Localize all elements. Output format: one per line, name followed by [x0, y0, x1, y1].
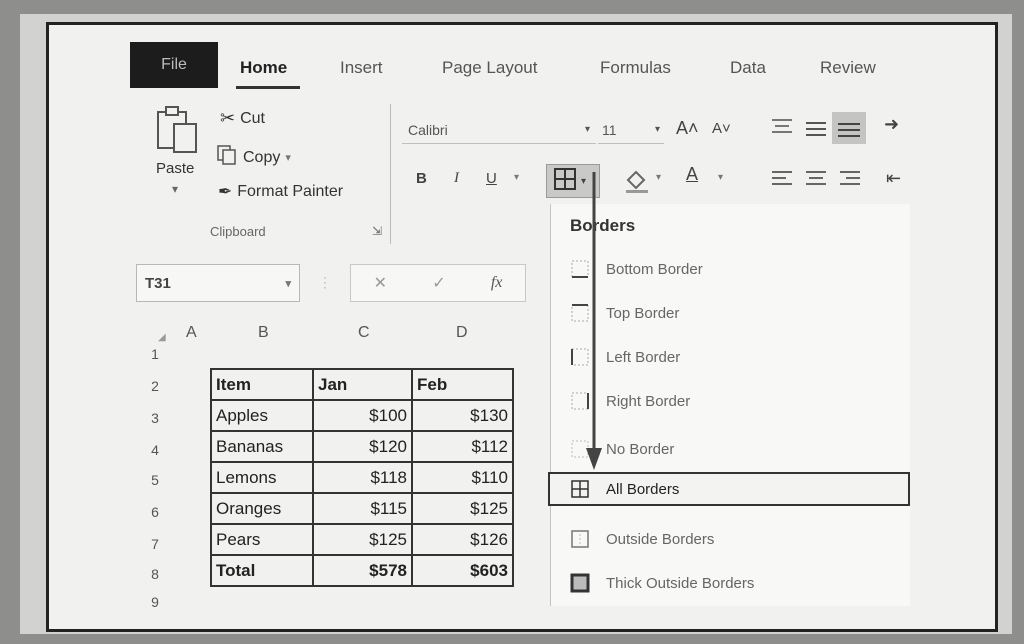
row-header-6[interactable]: 6 [151, 504, 159, 520]
chevron-down-icon: ▾ [584, 124, 590, 135]
cancel-icon[interactable]: ✕ [373, 275, 387, 292]
menu-item-left-border[interactable] [566, 340, 906, 374]
column-header-a[interactable]: A [186, 324, 197, 341]
clipboard-dialog-launcher-icon[interactable]: ⇲ [372, 224, 383, 238]
table-row [211, 431, 513, 462]
select-all-corner[interactable]: ◢ [158, 332, 166, 343]
tab-review[interactable]: Review [820, 58, 876, 77]
menu-item-bottom-border[interactable] [566, 252, 906, 286]
borders-menu-title: Borders [570, 216, 636, 235]
table-row [211, 493, 513, 524]
cut-label: Cut [240, 109, 265, 127]
column-header-d[interactable]: D [456, 324, 468, 341]
font-name-dropdown[interactable] [402, 116, 596, 144]
decrease-indent-icon[interactable]: ⇤ [886, 168, 902, 188]
formula-buttons [350, 264, 526, 302]
column-header-c[interactable]: C [358, 324, 370, 341]
table-row [211, 524, 513, 555]
tab-page-layout[interactable]: Page Layout [442, 58, 538, 77]
table-row [211, 369, 513, 400]
row-header-2[interactable]: 2 [151, 378, 159, 394]
all-borders-icon [570, 479, 590, 499]
row-header-1[interactable]: 1 [151, 346, 159, 362]
menu-item-label: All Borders [606, 480, 680, 498]
menu-item-label: No Border [606, 440, 675, 458]
cell-b8[interactable]: Total [211, 555, 313, 586]
font-name-value: Calibri [408, 121, 448, 138]
menu-item-label: Thick Outside Borders [606, 574, 755, 592]
font-size-dropdown[interactable] [598, 116, 664, 144]
row-header-4[interactable]: 4 [151, 442, 159, 458]
format-painter-label: Format Painter [237, 183, 344, 200]
tab-file[interactable]: File [130, 42, 218, 88]
cell-b5[interactable]: Lemons [211, 462, 313, 493]
data-table [210, 368, 514, 587]
outside-borders-icon [570, 529, 590, 549]
align-right-icon[interactable] [838, 168, 862, 195]
enter-icon[interactable]: ✓ [432, 275, 446, 292]
fill-color-dropdown-icon[interactable]: ▾ [656, 172, 662, 183]
italic-button[interactable]: I [454, 170, 459, 186]
cell-c7[interactable]: $125 [313, 524, 412, 555]
font-color-dropdown-icon[interactable]: ▾ [718, 172, 724, 183]
annotation-arrow [584, 172, 604, 474]
cell-d2[interactable]: Feb [412, 369, 513, 400]
format-painter-button[interactable] [218, 182, 343, 202]
table-row [211, 555, 513, 586]
column-header-b[interactable]: B [258, 324, 269, 341]
copy-dropdown-icon: ▾ [285, 152, 291, 164]
table-row [211, 400, 513, 431]
thick-outside-borders-icon [570, 573, 590, 593]
insert-function-icon[interactable]: fx [490, 274, 503, 291]
copy-label: Copy [243, 148, 281, 166]
cell-c4[interactable]: $120 [313, 431, 412, 462]
name-box-value: T31 [145, 274, 171, 292]
paste-dropdown-icon[interactable]: ▾ [172, 182, 179, 196]
copy-button[interactable] [216, 144, 291, 171]
menu-item-no-border[interactable] [566, 432, 906, 466]
fill-color-icon[interactable] [624, 168, 650, 199]
row-header-9[interactable]: 9 [151, 594, 159, 610]
menu-item-right-border[interactable] [566, 384, 906, 418]
align-left-icon[interactable] [770, 168, 794, 195]
cell-d6[interactable]: $125 [412, 493, 513, 524]
decrease-font-size-icon[interactable]: A˅ [712, 120, 731, 137]
scissors-icon: ✂ [220, 108, 236, 128]
cell-b7[interactable]: Pears [211, 524, 313, 555]
cell-c6[interactable]: $115 [313, 493, 412, 524]
chevron-down-icon: ▾ [654, 124, 660, 135]
menu-item-top-border[interactable] [566, 296, 906, 330]
align-top-icon[interactable] [770, 116, 794, 143]
cell-c8[interactable]: $578 [313, 555, 412, 586]
active-tab-underline [236, 86, 300, 89]
all-borders-icon [553, 167, 577, 196]
paste-icon[interactable] [156, 104, 200, 154]
tab-home[interactable]: Home [240, 58, 288, 77]
font-color-icon[interactable]: A [686, 164, 699, 184]
cell-d5[interactable]: $110 [412, 462, 513, 493]
menu-item-label: Left Border [606, 348, 681, 366]
paintbrush-icon: ✒ [218, 182, 233, 201]
cell-d8[interactable]: $603 [412, 555, 513, 586]
cell-b6[interactable]: Oranges [211, 493, 313, 524]
cell-c5[interactable]: $118 [313, 462, 412, 493]
chevron-down-icon: ▾ [285, 277, 291, 290]
cut-button[interactable] [220, 108, 265, 129]
cell-d7[interactable]: $126 [412, 524, 513, 555]
cell-d3[interactable]: $130 [412, 400, 513, 431]
cell-b2[interactable]: Item [211, 369, 313, 400]
cell-c2[interactable]: Jan [313, 369, 412, 400]
paste-button-label[interactable]: Paste [156, 160, 195, 177]
menu-item-label: Bottom Border [606, 260, 703, 278]
copy-icon [216, 144, 238, 171]
menu-item-label: Right Border [606, 392, 691, 410]
align-center-icon[interactable] [804, 168, 828, 195]
menu-item-all-borders[interactable] [548, 472, 910, 506]
bold-button[interactable]: B [416, 170, 427, 187]
tab-insert[interactable]: Insert [340, 58, 383, 77]
align-middle-icon[interactable] [804, 118, 828, 145]
table-row [211, 462, 513, 493]
name-box[interactable] [136, 264, 300, 302]
cell-b3[interactable]: Apples [211, 400, 313, 431]
formula-bar-grip-icon: ⋮ [318, 274, 332, 290]
increase-font-size-icon[interactable]: A˄ [676, 118, 699, 138]
underline-button[interactable]: U [486, 170, 497, 187]
row-header-7[interactable]: 7 [151, 536, 159, 552]
tab-formulas[interactable]: Formulas [600, 58, 671, 77]
row-header-3[interactable]: 3 [151, 410, 159, 426]
menu-item-label: Top Border [606, 304, 680, 322]
menu-item-outside-borders[interactable] [566, 522, 906, 556]
menu-item-label: Outside Borders [606, 530, 715, 548]
cell-c3[interactable]: $100 [313, 400, 412, 431]
tab-data[interactable]: Data [730, 58, 766, 77]
align-bottom-icon[interactable] [832, 112, 866, 144]
cell-b4[interactable]: Bananas [211, 431, 313, 462]
underline-dropdown-icon[interactable]: ▾ [514, 172, 520, 183]
menu-item-thick-outside-borders[interactable] [566, 566, 906, 600]
chevron-down-icon: ▾ [581, 175, 587, 187]
ribbon-separator [390, 104, 391, 244]
row-header-8[interactable]: 8 [151, 566, 159, 582]
cell-d4[interactable]: $112 [412, 431, 513, 462]
clipboard-group-label: Clipboard [210, 224, 266, 239]
row-header-5[interactable]: 5 [151, 472, 159, 488]
orientation-icon[interactable]: ➜ [884, 114, 900, 134]
font-size-value: 11 [602, 121, 617, 138]
